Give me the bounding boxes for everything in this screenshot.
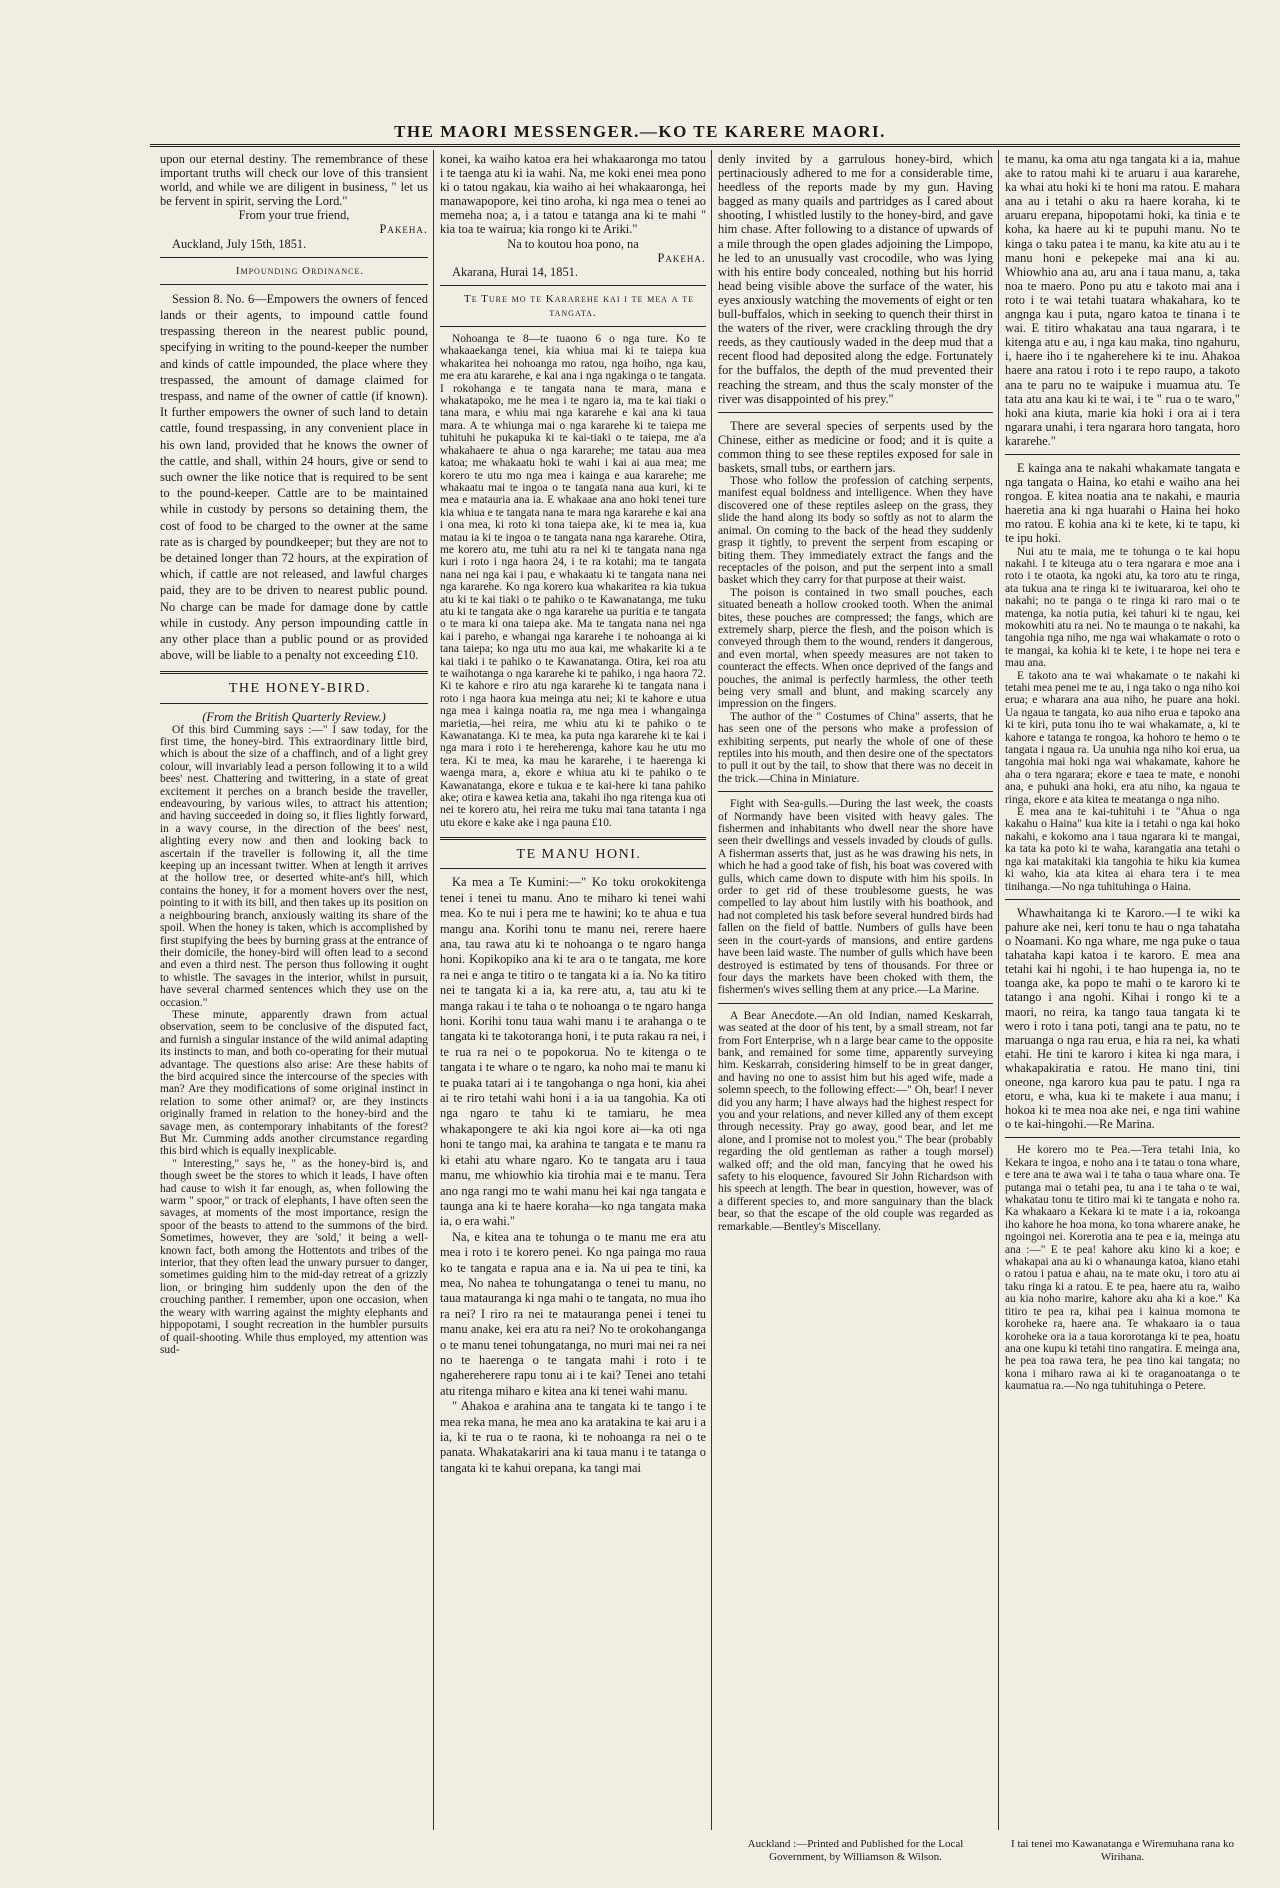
column-rule-2 [711, 150, 712, 1830]
kainga-paragraph-3: E takoto ana te wai whakamate o te nakahi ki tetahi mea penei me te au, i nga tako o nga niho koi erua; e wharara ana aua niho, he puare ana hoki. Ua ngaua te tangata, ko aua niho erua e tapoko ana ki te kiri, puta tonu iho te wai whakamate, a, ki te kahore e tatanga te rongoa, ka hohoro te hemo o te tangata i ngaua ra. Ua unuhia nga niho koi erua, ua tangohia mai hoki nga wai whakamate, kahore he aha o tera ngarara; ekore e taea te mate, e nonohi ana, e puhuki ana hoki, era atu niho, ka ngaua te ringa, ekore e ata kitea te meatanga o nga niho. [1005, 669, 1240, 806]
masthead-rule [150, 144, 1240, 147]
impounding-paragraph: Session 8. No. 6—Empowers the owners of fenced lands or their agents, to impound cattle found trespassing thereon in the nearest public pound, specifying in writing to the pound-keeper the number and kinds of cattle impounded, the place where they trespassed, the amount of damage claimed for trespass, and name of the owner of cattle (if known). It further empowers the owner of such land to detain cattle, found trespassing, in any convenient place in his own land, provided that he knows the owner of the cattle, and shall, within 24 hours, give or send to such owner the like notice that is required to be sent to the pound-keeper. Cattle are to be maintained while in custody by persons so detaining them, the cost of food to be charged to the owner at the same rate as is charged by poundkeeper; but they are not to be detained longer than 72 hours, at the expiration of which, if cattle are not released, and lawful charges paid, they are to be driven to nearest public pound. No charge can be made for damage done by cattle while in custody. Any person impounding cattle in any other place than a public pound or as provided above, will be liable to a penalty not exceeding £10. [160, 291, 428, 663]
column-3 [718, 152, 993, 1827]
separator [1005, 1137, 1240, 1138]
serpents-paragraph-1: There are several species of serpents used by the Chinese, either as medicine or food; and it is quite a common thing to see these reptiles exposed for sale in baskets, small tubs, or earthern jars. [718, 418, 993, 475]
serpents-paragraph-2: Those who follow the profession of catching serpents, manifest equal boldness and intelligence. When they have discovered one of these reptiles asleep on the grass, they slide the hand along its body so softly as not to alarm the animal. On coming to the back of the head they suddenly grasp it tightly, to prevent the serpent from escaping or biting them. They immediately extract the fangs and the receptacles of the poison, and put the serpent into a small basket which they carry for that purpose at their waist. [718, 475, 993, 587]
column-2 [440, 152, 706, 1832]
honeybird-paragraph-2: These minute, apparently drawn from actual observation, seem to be conclusive of the disputed fact, and furnish a singular instance of the wild animal adapting its instincts to man, and both co-operating for their mutual advantage. The questions also arise: Are these habits of the bird acquired since the intercourse of the species with man? Are they modifications of some original instinct in relation to some other animal? or, are they instincts originally framed in relation to the honey-bird and the savage men, as contemporary inhabitants of the forest? But Mr. Cumming adds another circumstance regarding this bird which is equally inexplicable. [160, 1008, 428, 1158]
column-rule-3 [998, 150, 999, 1830]
separator [718, 1003, 993, 1004]
honeybird-continued: denly invited by a garrulous honey-bird, which pertinaciously adhered to me for a considerable time, heedless of the reports made by my gun. Having bagged as many quails and partridges as I cared about shooting, I whistled lustily to the honey-bird, and gave him chase. After following to a distance of upwards of a mile through the open glades adjoining the Limpopo, he led to an unusually vast crocodile, who was lying with his entire body concealed, nothing but his horrid head being visible above the surface of the water, his eyes anxiously watching the movements of eight or ten bull-buffalos, which in seeking to quench their thirst in the waters of the river, were crackling through the dry reeds, as they cautiously waded in the deep mud that a recent flood had deposited along the edge. Fortunately for the buffalos, the depth of the mud prevented their reaching the stream, and thus the scaly monster of the river was disappointed of his prey." [718, 152, 993, 406]
letter-signature: Pakeha. [379, 222, 428, 237]
from-friend: From your true friend, [238, 208, 350, 223]
karoro-paragraph: Whawhaitanga ki te Karoro.—I te wiki ka pahure ake nei, keri tonu te hau o nga tahataha o Noamani. Ko nga whare, me nga puke o taua tahataha kapi katoa i te karoro. E mea ana tetahi kai hi ngohi, i te hao hupenga ia, no te toanga ake, ka popo te mahi o te karoro ki te tatango i ana ngohi. Kihai i rongo ki te a maori, no reira, ka tango taua tangata ki te wero i roto i tana poti, tangi ana te patu, no te maruanga o nga rau erua, e hia ra nei, ka whati etahi. He tini te karoro i kitea ki nga mara, i whakapakiratia e ratou. He mano tini, tini oneone, nga karoro kua pau te patu. I nga ra etoru, e wha, kua ki te makete i aua manu; i hokoa ki te mea noa ake nei, e nga tini wahine o te kai-hingohi.—Re Marina. [1005, 905, 1240, 1132]
bear-paragraph: A Bear Anecdote.—An old Indian, named Keskarrah, was seated at the door of his tent, by a small stream, not far from Fort Enterprise, wh n a large bear came to the opposite bank, and remained for some time, apparently surveying him. Keskarrah, considering himself to be in great danger, and having no one to assist him but his aged wife, made a solemn speech, to the following effect:—" Oh, bear! I never did you any harm; I have always had the highest respect for you and your relations, and never killed any of them except through necessity. Pray go away, good bear, and let me alone, and I promise not to molest you." The bear (probably regarding the old gentleman as rather a tough morsel) walked off; and the old man, fancying that he owed his safety to his eloquence, favoured Sir John Richardson with his speech at length. The bear in question, however, was of a different species to, and more sanguinary than the black bear, so that the escape of the old couple was regarded as remarkable.—Bentley's Miscellany. [718, 1009, 993, 1233]
imprint-maori: I tai tenei mo Kawanatanga e Wiremuhana rana ko Wirihana. [1011, 1838, 1234, 1863]
manu-paragraph-3: " Ahakoa e arahina ana te tangata ki te tango i te mea reka mana, he mea ano ka aratakina te kai aru i a ia, ki te rua o te raona, ki te nohoanga ra nei o te panata. Whakatakariri ana ki taua manu i te tatanga o tangata ki te kahui orepana, ka tangi mai [440, 1399, 706, 1475]
separator [160, 671, 428, 674]
separator [160, 703, 428, 704]
column-rule-1 [433, 150, 434, 1830]
separator [160, 284, 428, 285]
column-1 [160, 152, 428, 1832]
honeybird-paragraph-3: " Interesting," says he, " as the honey-bird is, and though sweet be the stores to which it leads, I have often had cause to wish it far enough, as, when following the warm " spoor," or track of elephants, I have often seen the savages, at moments of the most importance, resign the spoor of the beasts to attend to the summons of the bird. Sometimes, however, they are 'sold,' it being a well-known fact, both among the Hottentots and tribes of the interior, that they often lead the unwary pursuer to danger, sometimes guiding him to the mid-day retreat of a grizzly lion, or bringing him suddenly upon the den of the crouching panther. I remember, upon one occasion, when the weary with warring against the mighty elephants and hippopotami, I sought recreation in the humbler pursuits of quail-shooting. While thus employed, my attention was sud- [160, 1157, 428, 1356]
serpents-paragraph-3: The poison is contained in two small pouches, each situated beneath a hollow crooked tooth. When the animal bites, these pouches are compressed; the fangs, which are extremely sharp, pierce the flesh, and the poison which is conveyed through them to the wound, renders it dangerous, and even mortal, when speedy measures are not taken to counteract the effects. When once deprived of the fangs and pouches, the animal is perfectly harmless, the other teeth being very small and blunt, and making scarcely any impression on the fingers. [718, 586, 993, 711]
kainga-paragraph-2: Nui atu te maia, me te tohunga o te kai hopu nakahi. I te kiteuga atu o tera ngarara e moe ana i roto i te otaota, ka ngoki atu, ka toro atu te ringa, ata tukua ana te ringa ki te iwituararoa, kei oho te nakahi; no te panga o te ringa ki raro mai o te matenga, ka notia putia, kei tahuri ki te ngau, kei mokowhiti atu ra nei. No te maunga o te nakahi, ka tangohia nga niho, me nga wai whakamate o roto o te mangai, ka kohia ki te kete, i te hope nei tera e mau ana. [1005, 545, 1240, 670]
separator [1005, 454, 1240, 455]
honeybird-paragraph-1: Of this bird Cumming says :—" I saw today, for the first time, the honey-bird. This extraordinary little bird, which is about the size of a chaffinch, and of a light grey colour, will invariably lead a person following it to a wild bees' nest. Chattering and twittering, in a state of great excitement it perches on a branch beside the traveller, endeavouring, by various wiles, to attract his attention; and having succeeded in doing so, it flies lightly forward, in a wavy course, in the direction of the bees' nest, alighting every now and then and looking back to ascertain if the traveller is following it, all the time keeping up an incessant twitter. When at length it arrives at the hollow tree, or deserted white-ant's hill, which contains the honey, it for a moment hovers over the nest, pointing to it with its bill, and then takes up its position on a neighbouring branch, anxiously waiting its share of the spoil. When the honey is taken, which is accomplished by first stupifying the bees by burning grass at the entrance of their domicile, the honey-bird will often lead to a second and even a third nest. The person thus following it ought to whistle. The savages in the interior, whilst in pursuit, have several charmed sentences which they use on the occasion." [160, 723, 428, 1009]
letter-end: upon our eternal destiny. The remembrance of these important truths will check our love of this transient world, and while we are diligent in business, " let us be fervent in spirit, serving the Lord." [160, 152, 428, 209]
separator [160, 257, 428, 258]
letter-signature-maori: Pakeha. [657, 250, 706, 265]
kainga-paragraph-4: E mea ana te kai-tuhituhi i te "Ahua o nga kakahu o Haina" kua kite ia i tetahi o nga kai hoko nakahi, e kokomo ana i taua ngarara ki te mangai, ka tata ka poto ki te waha, karangatia ana tetahi o nga kai matakitaki kia tangohia te hiku kia kumea ki waho, kia ata kitea ai ehara tera i te mea tinihanga.—No nga tuhituhinga o Haina. [1005, 806, 1240, 893]
letter-dateline: Auckland, July 15th, 1851. [172, 236, 307, 251]
kainga-paragraph-1: E kainga ana te nakahi whakamate tangata e nga tangata o Haina, ko etahi e waiho ana hei rongoa. E kitea noatia ana te nakahi, e mauria haeretia ana ki nga huarahi o Haina hei hoko mo ratou. E kohia ana ki te kete, ki te tapu, ki te ipu hoki. [1005, 460, 1240, 546]
ture-paragraph: Nohoanga te 8—te tuaono 6 o nga ture. Ko te whakaaekanga tenei, kia whiua mai ki te taiepa kua whakaritea hei nohoanga mo ratou, nga hoiho, nga kau, me era atu kararehe, e kai ana i nga ngakinga o te tangata. I rokohanga e te tangata nana te mara, mana e whakatapoko, me he mea i te ngaro ia, ma te kai tiaki o tana mara, e whiu mai nga kararehe e kai ana ki taua mara. A te whiunga mai o nga kararehe ki te taiepa me tuhituhi he pukapuka ki te kai-tiaki o te taiepa, me a'a whakahaere te ahua o nga kararehe; me tatau aua mea katoa; me whakaatu hoki te wahi i kai ai aua mea; me korero te utu mo nga mea i kainga e aua kararehe; me whakaatu mai te ingoa o te tangata nana aua kuri, ki te mea e matauria ana ia. E whakaae ana ano hoki tenei ture kia whiua e te tangata nana te mara nga kararehe e kai ana i ona mea, ki roto ki tona taiepa ake, ki te mea ia, kua matau ia ki te ingoa o te tangata nana nga kararehe. Otira, me korero atu, me tuhi atu ra nei ki te tangata nana nga kuri i roto i nga haora 24, i te ra kotahi; ma te tangata nana nei nga kai i pau, e whakaatu ki te tangata nana nei nga kararehe. Ko nga korero kua whakaritea ra kia tukua atu ki te kai tiaki o te pahiko o te Kawanatanga, me tuku atu ki te tangata ake o nga kararehe ua puritia e te tangata o te mara ki ona taiepa ake. Ma te tangata nana nei nga kai i pareho, e whangai nga kararehe i te nohoanga ai ki tana taiepa; ko nga utu mo aua kai, me whakarite ki a te kai tiaki i te pahiko o te Kawanatanga. Otira, kei roa atu te waihotanga o nga kararehe ki te pahiko, i nga haora 72. Ki te kahore e riro atu nga kararehe ki te tangata nana i roto i nga haora kua meinga atu nei; ki te kahore e utua nga mea i kainga noatia ra, me nga mea i whangainga marietia,—hei reira, me whiu atu ki te pahiko o te Kawanatanga. Ki te mea, ka puta nga kararehe ki te kai i nga mara i roto i te hereherenga, kahore kau he utu mo tera. Ki te mea, ka mau he kararehe, i te haerenga ki waenga mara, a, ekore e whiua atu ki te pahiko o te Kawanatanga, ekore e tukua e te kai-here ki tana pahiko ake; otira e kawea ketia ana, takahi iho nga ritenga kua oti nei te korero atu, hei reira me tuku mai tana tatanta i nga utu ekore e kake ake i nga pauna £10. [440, 333, 706, 829]
separator [440, 837, 706, 840]
separator [440, 285, 706, 286]
letter-dateline-maori: Akarana, Hurai 14, 1851. [452, 264, 578, 279]
letter-maori: konei, ka waiho katoa era hei whakaaronga mo tatou i te taenga atu ki ia wahi. Na, me koki enei mea pono ki o tatou ngakau, kia waiho ai hei whakaaronga, hei manawapopore, kei tino aroha, ki nga mea o tenei ao memeha noa; a, i a tatou e tatanga ana ki te mahi " kia toa te wairua; kia rongo ki te Ariki." [440, 152, 706, 237]
manu-paragraph-2: Na, e kitea ana te tohunga o te manu me era atu mea i roto i te korero penei. Ko nga painga mo raua ko te tangata e rapua ana e ia. Na ui pea te tini, ka mea, No nahea te tohungatanga o tenei tu manu, no taua matauranga ki nga mahi o te tangata, no mua iho ra nei? I riro ra nei te matauranga penei i tenei tu manu anake, kei era atu ra nei? No te orokohanganga o te manu tenei tohungatanga, no muri mai nei ra nei no te haerenga o te tangata mahi i roto i te ngahereherere rapu tonu ai i te kai? Tenei ano tetahi atu ritenga miharo e kitea ana ki tenei wahi manu. [440, 1229, 706, 1398]
manu-heading: TE MANU HONI. [516, 847, 642, 863]
column-4 [1005, 152, 1240, 1827]
honeybird-source: (From the British Quarterly Review.) [202, 709, 386, 724]
separator [1005, 899, 1240, 900]
honeybird-maori-continued: te manu, ka oma atu nga tangata ki a ia, mahue ake to ratou mahi ki te aruaru i aua kararehe, ka whai atu hoki ki te honi ma ratou. E mahara ana au i tetahi o aku ra haere koraha, ki te aruaru erepana, hipopotami hoki, ka tinia e te koha, ka haere au ki te pupuhi manu. No te kinga o taku patea i te manu, ka kite atu au i te manu honi e pekepeke mai ana ki au. Whiowhio ana au, aru ana i taua manu, a, taka noa te maero. Pono pu atu e takoto mai ana i roto i te wai tetahi tuatara whakahara, ko te angnga kau i puta, ngaro katoa te tinana i te wai. E titiro whakatau ana taua ngarara, i te kitenga atu e au, i nga kau maka, tino ngahuru, i, haere iho i te ngaherehere ki te inu. Ahakoa haere ana ratou i roto i te repo raupo, a takoto ana te paru no te waipuke i muamua atu. Te tata atu ana kau ki te wai, i te " rua o te waro," hoki ana kiuta, marie kia hoki i ora ai i tera ngarara unahi, i tera ngarara horo tangata, horo kararehe." [1005, 152, 1240, 448]
letter-closing: Na to koutou hoa pono, na [507, 236, 639, 251]
honeybird-heading: THE HONEY-BIRD. [228, 681, 372, 697]
serpents-paragraph-4: The author of the " Costumes of China" asserts, that he has seen one of the persons who make a profession of exhibiting serpents, put nearly the whole of one of these reptiles into his mouth, and then desire one of the spectators to pull it out by the tail, to show that there was no deceit in the trick.—China in Miniature. [718, 710, 993, 785]
seagulls-paragraph: Fight with Sea-gulls.—During the last week, the coasts of Normandy have been visited with heavy gales. The fishermen and inhabitants who dwell near the shore have seen their dwellings and vessels invaded by clouds of gulls. A fisherman asserts that, just as he was drawing his nets, in which he had a good take of fish, his boat was covered with gulls, which came down to dispute with him his spoils. In order to get rid of these troublesome guests, he was compelled to lay about him lustily with his boathook, and had not completed his task before several hundred birds had fallen on the field of battle. Numbers of gulls have been seen in the court-yards of mansions, and entire gardens have been laid waste. The number of gulls which have been destroyed is estimated by tens of thousands. For three or four days the markets have been choked with them, the fishermen's wives selling them at any price.—La Marine. [718, 798, 993, 997]
separator [440, 868, 706, 869]
imprint-english: Auckland :—Printed and Published for the Local Government, by Williamson & Wilson. [747, 1838, 964, 1863]
pea-paragraph: He korero mo te Pea.—Tera tetahi Inia, ko Kekara te ingoa, e noho ana i te tatau o tona whare, e tere ana te awa wai i te taha o taua whare ona. Te putanga mai o tetahi pea, tu ana i te taha o te wai, whakatau tonu te titiro mai ki te tangata e noho ra. Ka whakaaro a Kekara ki te mate i a ia, rokoanga iho kahore he hoa mona, ko tona wharere anake, he ngoingoi nei. Korerotia ana te pea e ia, meinga atu ana :—" E te pea! kahore aku kino ki a koe; e whakapai ana au ki o whanaunga katoa, kiano etahi o ratou i patua e ahau, na te mate oku, i toro atu ai taku ringa ki a ratou. E te pea, haere atu ra, waiho au kia noho marire, kahore aku aha ki a koe." Ka titiro te pea ra, kihai pea i kainua momona te koroheke ra, haere ana. Te whakaaro ia o taua koroheke ora ia a taua kororotanga ki te pea, hoatu ana one kupu ki tetahi tino rangatira. E meinga ana, he pea toa rawa tera, he pea tino kai tangata; no kona i miharo rawa ai ki te oraganoatanga o te kaumatua ra.—No nga tuhituhinga o Petere. [1005, 1144, 1240, 1393]
impounding-heading: Impounding Ordinance. [235, 264, 365, 277]
ture-heading: Te Ture mo te Kararehe kai i te mea a te tangata. [464, 292, 694, 319]
separator [718, 791, 993, 792]
manu-paragraph-1: Ka mea a Te Kumini:—" Ko toku orokokitenga tenei i tenei tu manu. Ano te miharo ki tenei wahi mea. Ko te nui i pera me te hawini; ko te ahua e tua mangu ana. Korihi tonu te manu nei, rerere haere ana, tau rawa atu ki te nohoanga o te ngaro hanga honi. Kopikopiko ana ki te ara o te tangata, me kore ra nei e anga te titiro o te tangata ki a ia. No ka titiro nei te tangata ki a ia, ka rere atu, a, tau atu ki te manga rakau i te taha o te nohoanga o te ngaro hanga honi. Korihi tonu taua wahi manu i te arahanga o te tangata ki te takotoranga honi, i te puta rakau ra nei, i te rua ra nei o te popokorua. No te kitenga o te tangata i te whare o te ngaro, ka noho mai te manu ki te puaka tatari ai i te tangohanga o nga honi, kia ahei ai te riro tetahi wahi honi i a ia ua tangohia. Ka oti nga ngaro te tahu ki te tamiaru, he mea whakapongere te aki kia ngoi kore ai—ka oti nga honi te tango mai, ka arahina te tangata e te manu ra ki etahi atu whare ngaro. Ko te tangata aru i taua manu, me whiowhio kia tirohia mai e te manu. Tera ano nga rangi mo te wahi manu hei kai nga tangata e taunga ana ki te haere koraha—ko nga tangata maka ia, o era wahi." [440, 875, 706, 1229]
separator [440, 326, 706, 327]
masthead: THE MAORI MESSENGER.—KO TE KARERE MAORI. [394, 122, 886, 141]
separator [718, 412, 993, 413]
